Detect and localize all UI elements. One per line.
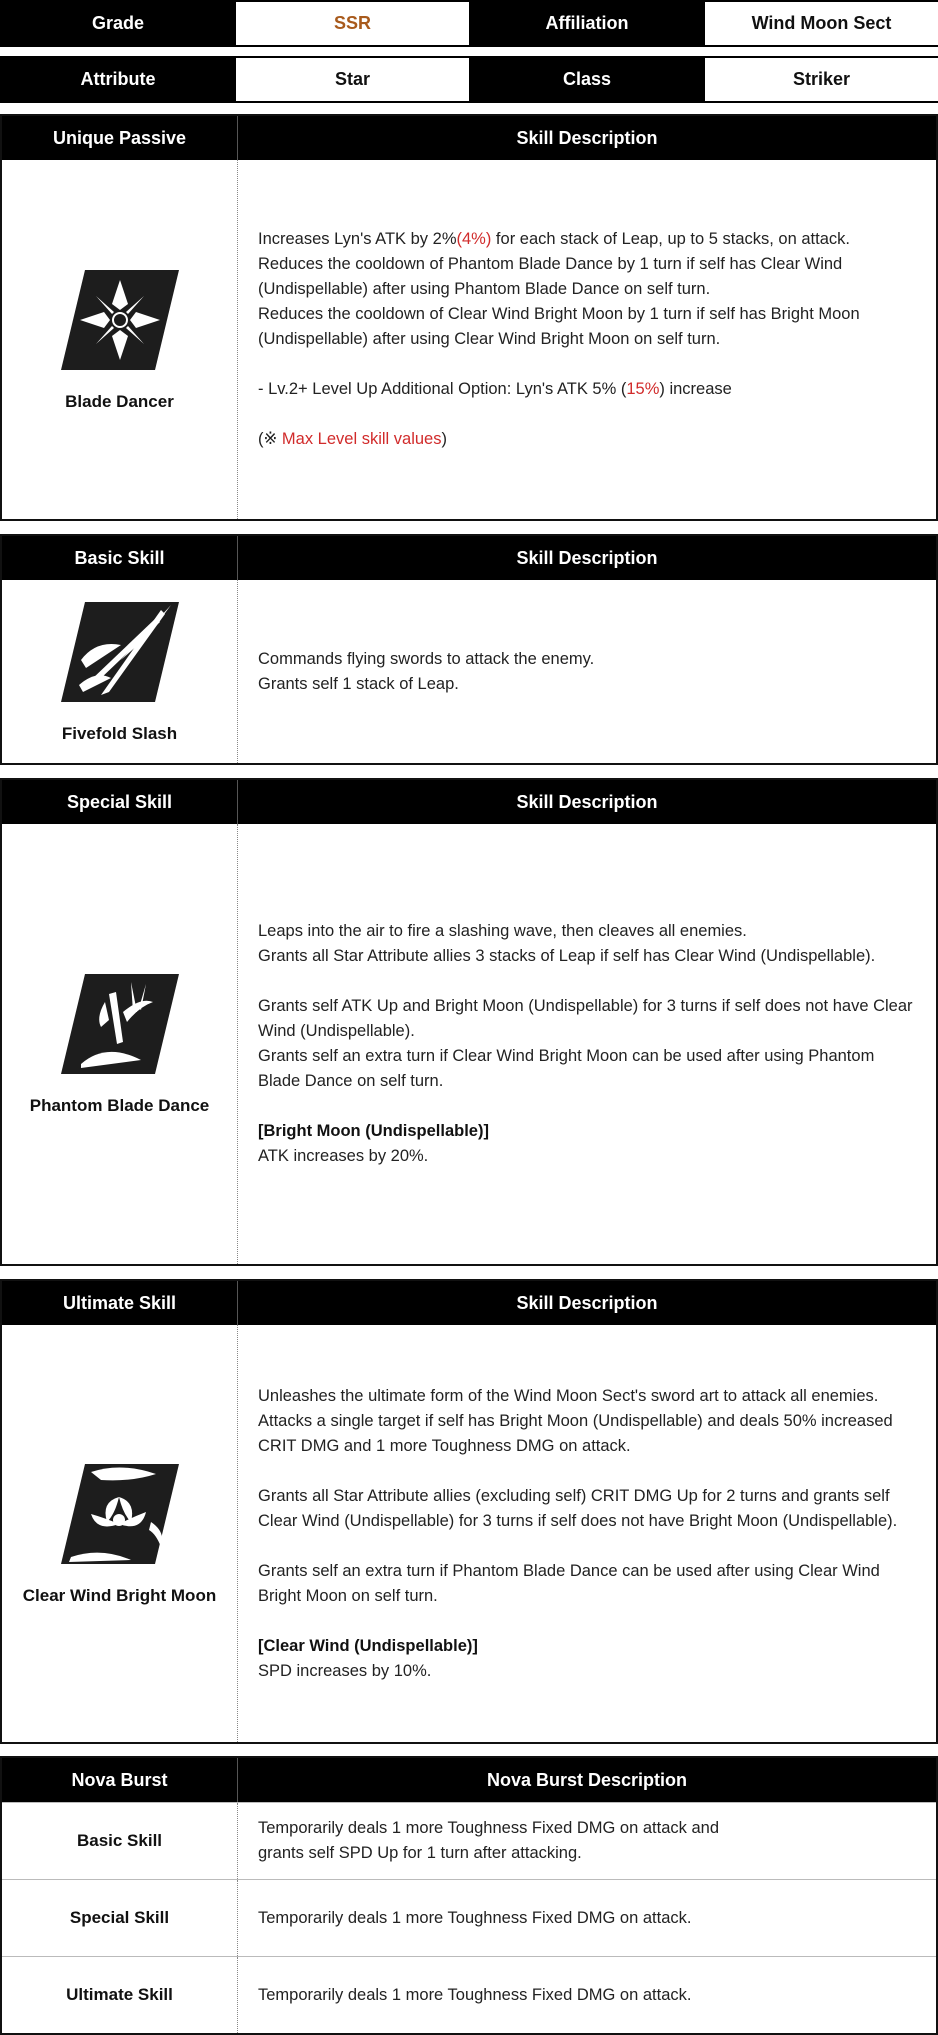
basic-line1: Commands flying swords to attack the enemy. [258, 649, 595, 668]
basic-description [238, 580, 936, 763]
special-effect-title: [Bright Moon (Undispellable)] [258, 1122, 489, 1140]
passive-line4a: - Lv.2+ Level Up Additional Option: Lyn's ATK 5% ( [258, 380, 627, 398]
special-header-right: Skill Description [516, 791, 658, 812]
blade-dancer-icon [61, 268, 179, 372]
info-row-grade [0, 0, 938, 47]
class-label: Class [562, 69, 612, 89]
nova-row-label: Basic Skill [2, 1803, 238, 1879]
passive-section [0, 114, 938, 521]
passive-note [258, 427, 916, 452]
special-line4: Grants self an extra turn if Clear Wind Bright Moon can be used after using Phantom Blade Dance on self turn. [258, 1047, 875, 1090]
nova-row-label: Ultimate Skill [2, 1957, 238, 2033]
special-effect-desc: ATK increases by 20%. [258, 1147, 429, 1165]
special-skill-name: Phantom Blade Dance [29, 1096, 210, 1115]
passive-note-b: Max Level skill values [281, 430, 442, 448]
grade-value: SSR [236, 0, 469, 47]
nova-row-label: Special Skill [2, 1880, 238, 1956]
passive-line1 [258, 227, 916, 252]
ultimate-line3: Grants all Star Attribute allies (excluding self) CRIT DMG Up for 2 turns and grants self Clear Wind (Undispellable) for 3 turns if self does not have Bright Moon (Undispellable). [258, 1486, 898, 1530]
info-row-attribute [0, 56, 938, 103]
class-value: Striker [705, 56, 938, 103]
nova-row-ultimate [2, 1956, 936, 2033]
passive-line1b: (4%) [456, 230, 492, 248]
ultimate-header [2, 1281, 936, 1325]
passive-header [2, 116, 936, 160]
basic-line2: Grants self 1 stack of Leap. [258, 674, 459, 693]
ultimate-effect-title: [Clear Wind (Undispellable)] [258, 1636, 478, 1655]
affiliation-value: Wind Moon Sect [705, 0, 938, 47]
basic-header [2, 536, 936, 580]
special-header [2, 780, 936, 824]
nova-header-left: Nova Burst [2, 1758, 238, 1802]
phantom-blade-dance-icon [61, 972, 179, 1076]
basic-section [0, 534, 938, 765]
special-line1: Leaps into the air to fire a slashing wave, then cleaves all enemies. [258, 922, 747, 940]
passive-line2: Reduces the cooldown of Phantom Blade Dance by 1 turn if self has Clear Wind (Undispellable) after using Phantom Blade Dance on self turn. [258, 255, 843, 298]
basic-header-left: Basic Skill [2, 536, 238, 580]
ultimate-line1: Unleashes the ultimate form of the Wind Moon Sect's sword art to attack all enemies. [258, 1386, 879, 1405]
passive-note-a: (※ [258, 430, 282, 448]
fivefold-slash-icon [61, 600, 179, 704]
ultimate-description [238, 1325, 936, 1742]
special-line3: Grants self ATK Up and Bright Moon (Undispellable) for 3 turns if self does not have Clear Wind (Undispellable). [258, 997, 913, 1040]
passive-line1a: Increases Lyn's ATK by 2% [258, 230, 457, 248]
passive-line3: Reduces the cooldown of Clear Wind Bright Moon by 1 turn if self has Bright Moon (Undispellable) after using Clear Wind Bright Moon on self turn. [258, 305, 860, 348]
ultimate-header-left: Ultimate Skill [2, 1281, 238, 1325]
passive-header-left: Unique Passive [2, 116, 238, 160]
ultimate-line4: Grants self an extra turn if Phantom Blade Dance can be used after using Clear Wind Bright Moon on self turn. [258, 1561, 880, 1605]
passive-line4c: ) increase [659, 380, 732, 398]
attribute-label: Attribute [80, 69, 156, 89]
affiliation-label: Affiliation [545, 13, 629, 33]
clear-wind-bright-moon-icon [61, 1462, 179, 1566]
special-description [238, 824, 936, 1264]
nova-row-line1: Temporarily deals 1 more Toughness Fixed DMG on attack and [258, 1819, 720, 1837]
ultimate-effect-desc: SPD increases by 10%. [258, 1661, 432, 1680]
ultimate-line2: Attacks a single target if self has Bright Moon (Undispellable) and deals 50% increased CRIT DMG and 1 more Toughness DMG on attack. [258, 1411, 893, 1455]
passive-line1c: for each stack of Leap, up to 5 stacks, on attack. [491, 230, 850, 248]
nova-row-line2: grants self SPD Up for 1 turn after attacking. [258, 1844, 582, 1862]
passive-description [238, 160, 936, 519]
passive-header-right: Skill Description [516, 127, 658, 148]
nova-header [2, 1758, 936, 1802]
nova-row-basic [2, 1802, 936, 1879]
basic-header-right: Skill Description [516, 547, 658, 568]
passive-skill-name: Blade Dancer [65, 391, 174, 411]
nova-row-special [2, 1879, 936, 1956]
nova-row-line1: Temporarily deals 1 more Toughness Fixed DMG on attack. [258, 1908, 692, 1927]
special-header-left: Special Skill [2, 780, 238, 824]
special-line2: Grants all Star Attribute allies 3 stacks of Leap if self has Clear Wind (Undispellable). [258, 947, 876, 965]
nova-section [0, 1756, 938, 2035]
ultimate-header-right: Skill Description [516, 1292, 658, 1313]
ultimate-skill-name: Clear Wind Bright Moon [22, 1585, 217, 1605]
special-section [0, 778, 938, 1266]
nova-header-right: Nova Burst Description [486, 1769, 688, 1790]
ultimate-section [0, 1279, 938, 1744]
passive-line4 [258, 377, 916, 402]
attribute-value: Star [236, 56, 469, 103]
nova-row-line1: Temporarily deals 1 more Toughness Fixed DMG on attack. [258, 1985, 692, 2004]
passive-note-c: ) [441, 430, 447, 448]
basic-skill-name: Fivefold Slash [61, 723, 178, 743]
grade-label: Grade [91, 13, 145, 33]
passive-line4b: 15% [626, 380, 660, 398]
